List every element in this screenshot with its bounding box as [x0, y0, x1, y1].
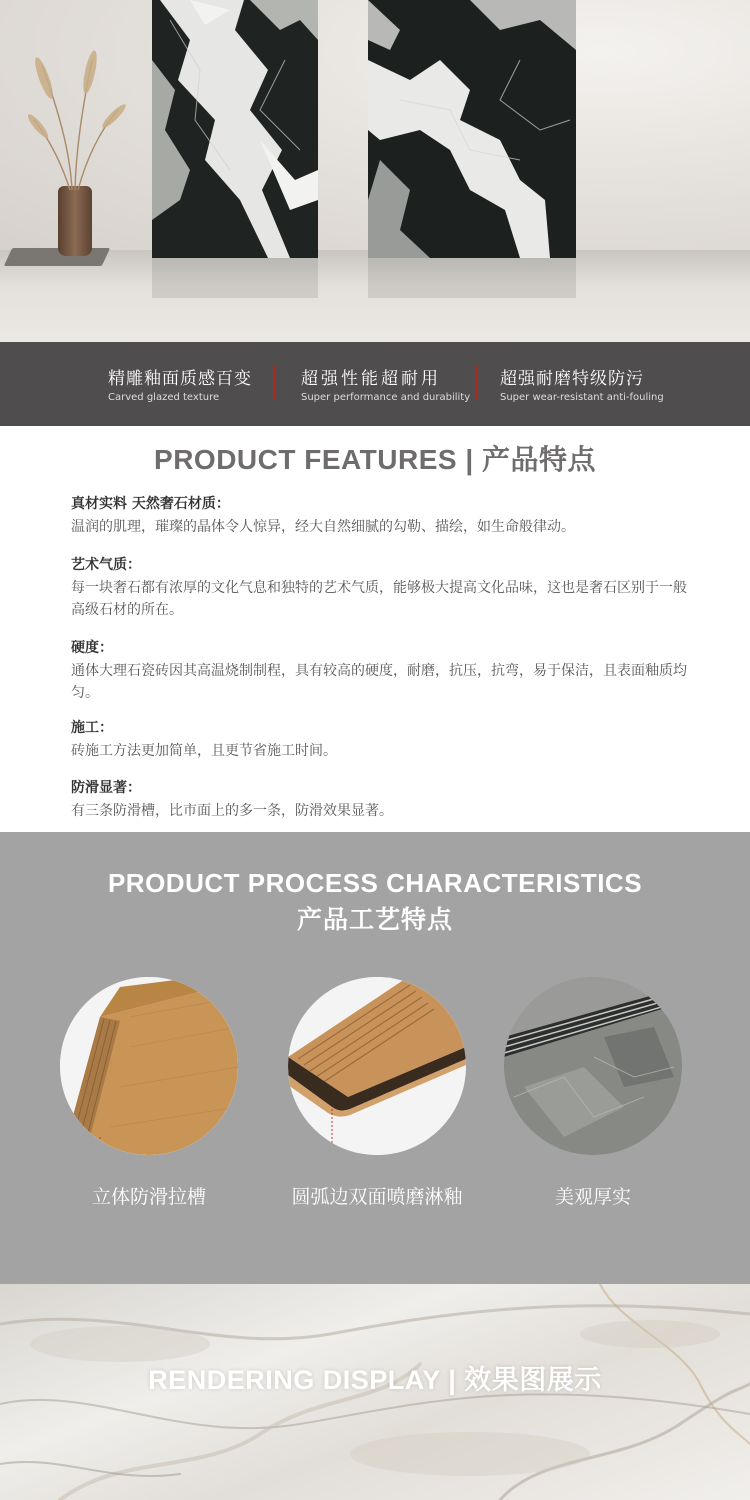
feature-banner [0, 342, 750, 426]
feature-text: 砖施工方法更加简单，且更节省施工时间。 [71, 743, 337, 759]
feature-text: 每一块奢石都有浓厚的文化气息和独特的艺术气质，能够极大提高文化品味，这也是奢石区别于一般高级石材的所在。 [71, 580, 687, 618]
process-image-thick [504, 977, 682, 1155]
feature-heading: 施工： [71, 720, 113, 736]
process-caption: 美观厚实 [554, 1186, 631, 1208]
process-image-rounded-edge [288, 977, 466, 1155]
feature-heading: 艺术气质： [71, 557, 141, 573]
banner-item-zh: 超强性能超耐用 [301, 369, 441, 389]
banner-item-durability [301, 364, 470, 403]
banner-item-en: Super wear-resistant anti-fouling [500, 392, 664, 403]
feature-heading: 硬度： [71, 640, 113, 656]
feature-text: 通体大理石瓷砖因其高温烧制制程，具有较高的硬度，耐磨，抗压，抗弯，易于保洁，且表面釉质均匀。 [71, 663, 687, 701]
feature-heading: 防滑显著： [71, 780, 141, 796]
banner-item-antifouling [500, 364, 664, 403]
hero-art [0, 0, 750, 342]
process-section [0, 832, 750, 1284]
marble-slab-left [152, 0, 318, 258]
banner-item-en: Carved glazed texture [108, 392, 220, 403]
process-title-en: PRODUCT PROCESS CHARACTERISTICS [107, 868, 643, 898]
banner-separator [476, 366, 478, 400]
process-caption: 圆弧边双面喷磨淋釉 [291, 1186, 463, 1208]
feature-text: 温润的肌理，璀璨的晶体令人惊异，经大自然细腻的勾勒、描绘，如生命般律动。 [71, 519, 575, 535]
features-title: PRODUCT FEATURES | 产品特点 [154, 444, 596, 475]
rendering-section [0, 1284, 750, 1500]
banner-item-carved [108, 364, 252, 403]
rendering-title: RENDERING DISPLAY | 效果图展示 [148, 1365, 602, 1395]
marble-slab-right [368, 0, 576, 258]
feature-item [71, 493, 691, 538]
banner-item-zh: 精雕釉面质感百变 [108, 369, 252, 389]
process-image-grooves [60, 977, 238, 1155]
feature-text: 有三条防滑槽，比市面上的多一条，防滑效果显著。 [71, 803, 393, 819]
feature-item [71, 554, 691, 621]
banner-separator [273, 366, 275, 400]
feature-item [71, 717, 691, 762]
process-title-zh: 产品工艺特点 [296, 905, 453, 934]
feature-item [71, 637, 691, 704]
banner-item-zh: 超强耐磨特级防污 [500, 369, 644, 389]
feature-item [71, 777, 691, 822]
hero-image [0, 0, 750, 342]
banner-item-en: Super performance and durability [301, 392, 471, 403]
feature-heading: 真材实料 天然奢石材质： [71, 496, 230, 512]
process-caption: 立体防滑拉槽 [91, 1186, 206, 1208]
